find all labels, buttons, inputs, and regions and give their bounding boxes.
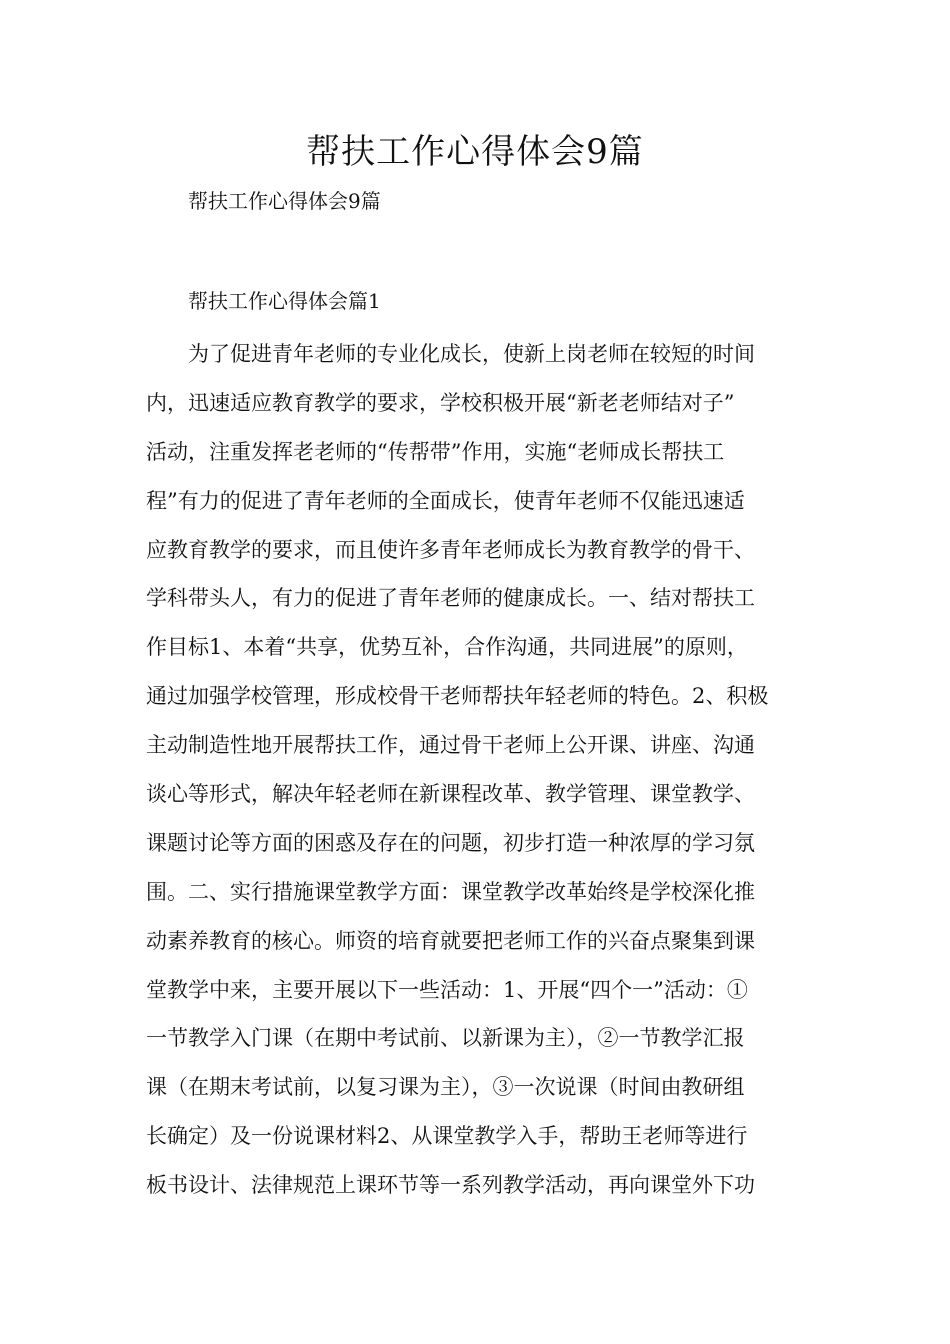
body-line: 作目标1、本着“共享，优势互补，合作沟通，共同进展”的原则， <box>146 635 748 660</box>
body-line: 程”有力的促进了青年老师的全面成长，使青年老师不仅能迅速适 <box>146 488 745 513</box>
body-line: 围。二、实行措施课堂教学方面：课堂教学改革始终是学校深化推 <box>146 879 755 904</box>
body-line: 动素养教育的核心。师资的培育就要把老师工作的兴奋点聚集到课 <box>146 928 755 953</box>
body-line: 板书设计、法律规范上课环节等一系列教学活动，再向课堂外下功 <box>146 1173 755 1198</box>
body-line: 课（在期末考试前，以复习课为主），③一次说课（时间由教研组 <box>146 1075 745 1100</box>
body-text <box>146 330 818 1210</box>
body-line: 应教育教学的要求，而且使许多青年老师成长为教育教学的骨干、 <box>146 537 755 562</box>
section-heading: 帮扶工作心得体会篇1 <box>188 289 381 313</box>
body-line: 长确定）及一份说课材料2、从课堂教学入手，帮助王老师等进行 <box>146 1124 748 1149</box>
body-line: 谈心等形式，解决年轻老师在新课程改革、教学管理、课堂教学、 <box>146 782 755 807</box>
body-line: 主动制造性地开展帮扶工作，通过骨干老师上公开课、讲座、沟通 <box>146 733 755 758</box>
body-line: 活动，注重发挥老老师的“传帮带”作用，实施“老师成长帮扶工 <box>146 439 725 464</box>
body-line: 堂教学中来，主要开展以下一些活动：1、开展“四个一”活动：① <box>146 977 748 1002</box>
body-line: 通过加强学校管理，形成校骨干老师帮扶年轻老师的特色。2、积极 <box>146 684 769 709</box>
body-line: 内，迅速适应教育教学的要求，学校积极开展“新老老师结对子” <box>146 390 735 415</box>
body-line: 学科带头人，有力的促进了青年老师的健康成长。一、结对帮扶工 <box>146 586 755 611</box>
document-subtitle: 帮扶工作心得体会9篇 <box>188 189 381 213</box>
body-line: 课题讨论等方面的困惑及存在的问题，初步打造一种浓厚的学习氛 <box>146 830 755 855</box>
document-title: 帮扶工作心得体会9篇 <box>306 132 644 172</box>
body-line: 一节教学入门课（在期中考试前、以新课为主），②一节教学汇报 <box>146 1026 745 1051</box>
body-line: 为了促进青年老师的专业化成长，使新上岗老师在较短的时间 <box>188 342 755 366</box>
